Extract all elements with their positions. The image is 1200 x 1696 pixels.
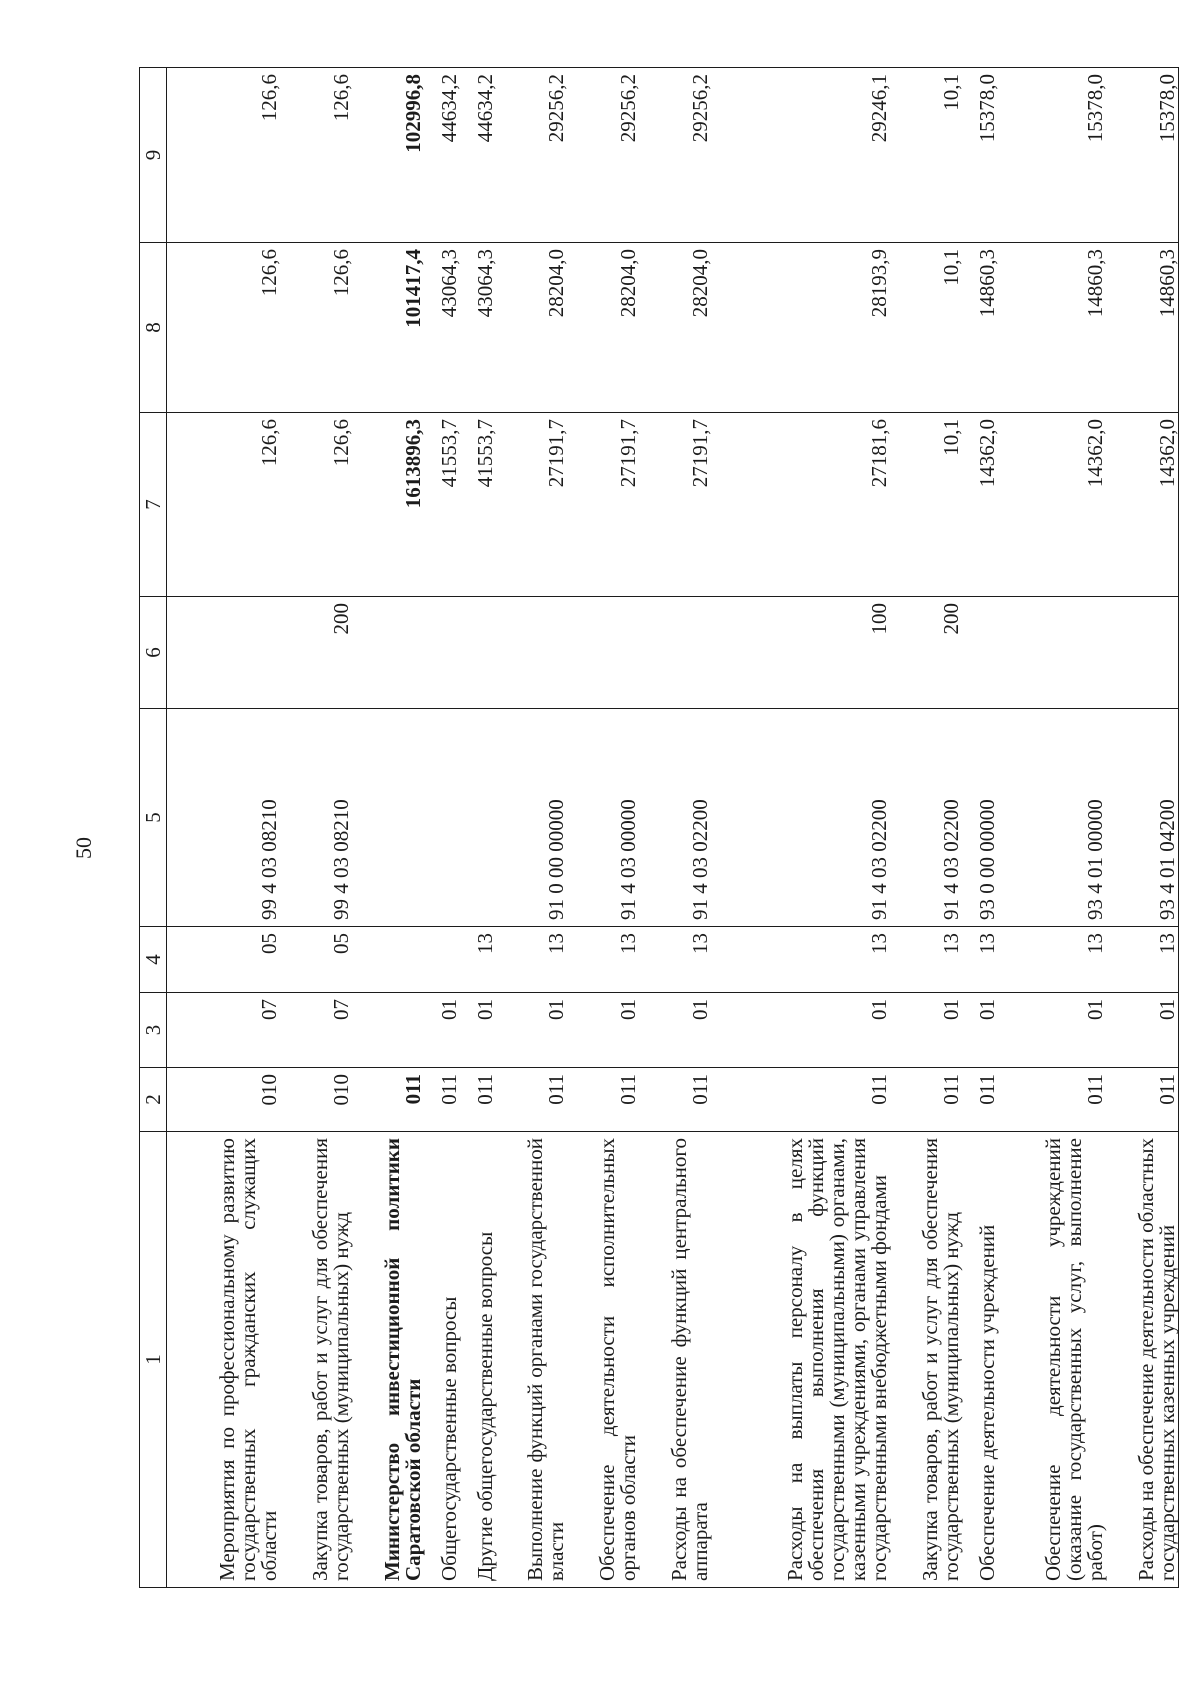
page-number: 50: [71, 837, 96, 859]
cell-amount-8: 14860,3: [962, 243, 998, 413]
cell-admin-code: 011: [424, 1068, 460, 1132]
column-header: 8: [140, 243, 167, 413]
table-row: [962, 68, 998, 1588]
cell-expense-type: 200: [890, 597, 962, 709]
cell-admin-code: 011: [890, 1068, 962, 1132]
cell-admin-code: 010: [167, 1068, 281, 1132]
cell-amount-8: 28193,9: [711, 243, 890, 413]
cell-expense-type: 100: [711, 597, 890, 709]
cell-amount-7: 27191,7: [496, 413, 568, 597]
cell-amount-7: 14362,0: [1106, 413, 1179, 597]
cell-section: 01: [496, 993, 568, 1068]
cell-section: 01: [567, 993, 639, 1068]
cell-expense-type: [460, 597, 496, 709]
table-row: [460, 68, 496, 1588]
cell-section: 01: [424, 993, 460, 1068]
cell-section: 01: [1106, 993, 1179, 1068]
cell-name: Расходы на обеспечение функций центрального аппарата: [639, 1132, 711, 1588]
cell-section: 01: [890, 993, 962, 1068]
cell-amount-7: 27191,7: [639, 413, 711, 597]
cell-amount-8: 14860,3: [1106, 243, 1179, 413]
table-row: [639, 68, 711, 1588]
cell-expense-type: [424, 597, 460, 709]
cell-name: Закупка товаров, работ и услуг для обеспечения государственных (муниципальных) нужд: [280, 1132, 352, 1588]
cell-section: 07: [167, 993, 281, 1068]
cell-amount-7: 14362,0: [962, 413, 998, 597]
cell-expense-type: [639, 597, 711, 709]
cell-amount-9: 15378,0: [1106, 68, 1179, 243]
column-header: 3: [140, 993, 167, 1068]
cell-section: 01: [639, 993, 711, 1068]
cell-amount-8: 28204,0: [567, 243, 639, 413]
cell-amount-7: 27191,7: [567, 413, 639, 597]
cell-name: Общегосударственные вопросы: [424, 1132, 460, 1588]
cell-subsection: 13: [460, 927, 496, 993]
cell-amount-8: 28204,0: [496, 243, 568, 413]
cell-amount-8: 28204,0: [639, 243, 711, 413]
cell-amount-9: 29256,2: [639, 68, 711, 243]
cell-amount-8: 43064,3: [460, 243, 496, 413]
cell-amount-9: 15378,0: [962, 68, 998, 243]
cell-amount-8: 101417,4: [352, 243, 424, 413]
cell-subsection: [352, 927, 424, 993]
cell-target-article: [424, 709, 460, 927]
cell-name: Министерство инвестиционной политики Саратовской области: [352, 1132, 424, 1588]
cell-amount-9: 44634,2: [424, 68, 460, 243]
cell-amount-7: 41553,7: [460, 413, 496, 597]
column-header: 7: [140, 413, 167, 597]
cell-name: Закупка товаров, работ и услуг для обеспечения государственных (муниципальных) нужд: [890, 1132, 962, 1588]
cell-name: Расходы на обеспечение деятельности областных государственных казенных учреждений: [1106, 1132, 1179, 1588]
cell-amount-8: 10,1: [890, 243, 962, 413]
cell-subsection: 13: [1106, 927, 1179, 993]
cell-expense-type: [567, 597, 639, 709]
cell-name: Другие общегосударственные вопросы: [460, 1132, 496, 1588]
cell-subsection: [424, 927, 460, 993]
cell-amount-7: 41553,7: [424, 413, 460, 597]
cell-target-article: 93 0 00 00000: [962, 709, 998, 927]
cell-admin-code: 011: [998, 1068, 1106, 1132]
cell-amount-8: 43064,3: [424, 243, 460, 413]
cell-name: Мероприятия по профессиональному развитию государственных гражданских служащих области: [167, 1132, 281, 1588]
table-row: [496, 68, 568, 1588]
cell-target-article: [460, 709, 496, 927]
cell-expense-type: [998, 597, 1106, 709]
cell-subsection: 13: [890, 927, 962, 993]
cell-amount-9: 15378,0: [998, 68, 1106, 243]
cell-subsection: 13: [567, 927, 639, 993]
cell-name: Обеспечение деятельности учреждений (оказание государственных услуг, выполнение работ): [998, 1132, 1106, 1588]
cell-section: 01: [962, 993, 998, 1068]
cell-admin-code: 010: [280, 1068, 352, 1132]
cell-expense-type: 200: [280, 597, 352, 709]
cell-admin-code: 011: [460, 1068, 496, 1132]
cell-amount-9: 29256,2: [496, 68, 568, 243]
cell-amount-8: 126,6: [280, 243, 352, 413]
cell-target-article: 99 4 03 08210: [167, 709, 281, 927]
cell-name: Выполнение функций органами государственной власти: [496, 1132, 568, 1588]
budget-table: [139, 67, 1179, 1588]
cell-section: 07: [280, 993, 352, 1068]
cell-name: Расходы на выплаты персоналу в целях обеспечения выполнения функций государственными (муниципальными) органами, казенными учреждениями, органами управления государственными внебюджетными фондами: [711, 1132, 890, 1588]
column-header: 2: [140, 1068, 167, 1132]
cell-subsection: 13: [962, 927, 998, 993]
cell-target-article: 93 4 01 00000: [998, 709, 1106, 927]
table-row: [352, 68, 424, 1588]
cell-amount-9: 44634,2: [460, 68, 496, 243]
cell-expense-type: [496, 597, 568, 709]
cell-subsection: 05: [280, 927, 352, 993]
cell-subsection: 05: [167, 927, 281, 993]
cell-amount-7: 10,1: [890, 413, 962, 597]
cell-admin-code: 011: [352, 1068, 424, 1132]
cell-target-article: 93 4 01 04200: [1106, 709, 1179, 927]
column-header: 5: [140, 709, 167, 927]
cell-amount-9: 10,1: [890, 68, 962, 243]
cell-subsection: 13: [711, 927, 890, 993]
cell-section: 01: [711, 993, 890, 1068]
cell-amount-9: 29256,2: [567, 68, 639, 243]
cell-admin-code: 011: [567, 1068, 639, 1132]
table-row: [1106, 68, 1179, 1588]
cell-admin-code: 011: [496, 1068, 568, 1132]
table-row: [711, 68, 890, 1588]
cell-amount-9: 126,6: [167, 68, 281, 243]
table-row: [424, 68, 460, 1588]
cell-admin-code: 011: [1106, 1068, 1179, 1132]
cell-target-article: 91 0 00 00000: [496, 709, 568, 927]
cell-target-article: 99 4 03 08210: [280, 709, 352, 927]
cell-amount-7: 1613896,3: [352, 413, 424, 597]
cell-admin-code: 011: [639, 1068, 711, 1132]
cell-admin-code: 011: [962, 1068, 998, 1132]
cell-expense-type: [1106, 597, 1179, 709]
table-row: [567, 68, 639, 1588]
column-header: 1: [140, 1132, 167, 1588]
cell-amount-7: 126,6: [280, 413, 352, 597]
cell-target-article: 91 4 03 02200: [639, 709, 711, 927]
cell-subsection: 13: [496, 927, 568, 993]
cell-target-article: 91 4 03 02200: [890, 709, 962, 927]
cell-target-article: [352, 709, 424, 927]
column-header: 4: [140, 927, 167, 993]
budget-table-wrapper: [139, 68, 1179, 1588]
column-header: 9: [140, 68, 167, 243]
cell-target-article: 91 4 03 00000: [567, 709, 639, 927]
cell-expense-type: [352, 597, 424, 709]
cell-amount-7: 27181,6: [711, 413, 890, 597]
cell-section: 01: [460, 993, 496, 1068]
table-row: [998, 68, 1106, 1588]
table-body: [167, 68, 1179, 1588]
header-row: [140, 68, 167, 1588]
table-row: [167, 68, 281, 1588]
cell-expense-type: [962, 597, 998, 709]
cell-subsection: 13: [998, 927, 1106, 993]
cell-amount-7: 14362,0: [998, 413, 1106, 597]
cell-target-article: 91 4 03 02200: [711, 709, 890, 927]
cell-amount-7: 126,6: [167, 413, 281, 597]
cell-amount-8: 126,6: [167, 243, 281, 413]
cell-amount-9: 29246,1: [711, 68, 890, 243]
table-row: [890, 68, 962, 1588]
cell-amount-9: 102996,8: [352, 68, 424, 243]
cell-expense-type: [167, 597, 281, 709]
table-row: [280, 68, 352, 1588]
cell-amount-8: 14860,3: [998, 243, 1106, 413]
column-header: 6: [140, 597, 167, 709]
cell-name: Обеспечение деятельности исполнительных органов области: [567, 1132, 639, 1588]
cell-amount-9: 126,6: [280, 68, 352, 243]
cell-section: [352, 993, 424, 1068]
cell-admin-code: 011: [711, 1068, 890, 1132]
cell-section: 01: [998, 993, 1106, 1068]
cell-name: Обеспечение деятельности учреждений: [962, 1132, 998, 1588]
cell-subsection: 13: [639, 927, 711, 993]
